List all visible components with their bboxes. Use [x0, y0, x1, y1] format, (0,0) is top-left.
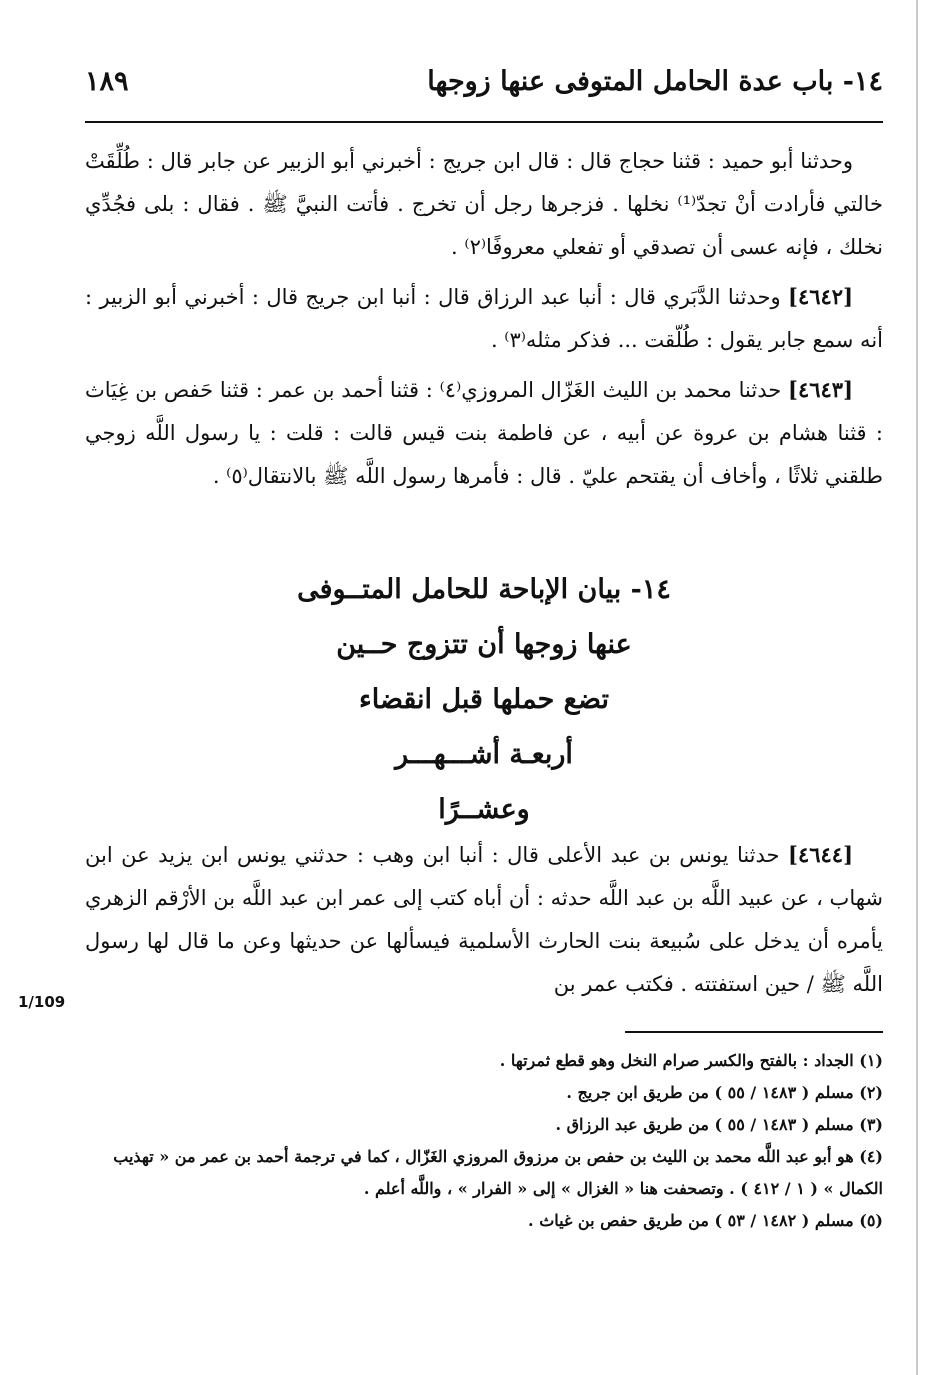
footnote-3: (٣) مسلم ( ١٤٨٣ / ٥٥ ) من طريق عبد الرزاق . — [555, 1115, 883, 1134]
header-rule — [85, 121, 883, 123]
chapter-heading — [85, 562, 883, 837]
hadith-4644-number: [٤٦٤٤] — [788, 842, 853, 867]
hadith-4644-text: حدثنا يونس بن عبد الأعلى قال : أنبا ابن وهب : حدثني يونس ابن يزيد عن ابن شهاب ، عن عبيد اللَّه بن عبد اللَّه حدثه : أن أباه كتب إلى عمر ابن عبد اللَّه بن الأرْقم الزهري يأمره أن يدخل على سُبيعة بنت الحارث الأسلمية فيسألها عن حديثها وعن ما قال لها رسول اللَّه ﷺ / حين استفتته . فكتب عمر بن — [85, 843, 883, 996]
main-text-top — [85, 140, 883, 504]
footnote-1: (١) الجداد : بالفتح والكسر صرام النخل وهو قطع ثمرتها . — [499, 1051, 883, 1070]
hadith-4641-text: وحدثنا أبو حميد : قثنا حجاج قال : قال ابن جريج : أخبرني أبو الزبير عن جابر قال : طُلِّقَتْ خالتي فأرادت أنْ تجدّ⁽¹⁾ نخلها . فزجرها رجل أن تخرج . فأتت النبيَّ ﷺ . فقال : بلى فجُدِّي نخلك ، فإنه عسى أن تصدقي أو تفعلي معروفًا⁽٢⁾ . — [85, 149, 883, 259]
hadith-4643 — [85, 368, 883, 498]
footnote-rule — [625, 1031, 883, 1033]
hadith-4641 — [85, 140, 883, 269]
hadith-4642-number: [٤٦٤٢] — [788, 284, 853, 309]
hadith-4643-text: حدثنا محمد بن الليث الغَزّال المروزي⁽٤⁾ : قثنا أحمد بن عمر : قثنا حَفص بن غِيَاث : قثنا هشام بن عروة عن أبيه ، عن فاطمة بنت قيس قالت : قلت : يا رسول اللَّه زوجي طلقني ثلاثًا ، وأخاف أن يقتحم عليّ . قال : فأمرها رسول اللَّه ﷺ بالانتقال⁽٥⁾ . — [85, 378, 883, 488]
page-header — [85, 62, 883, 112]
page-number: ١٨٩ — [85, 66, 129, 97]
hadith-4644 — [85, 833, 883, 1006]
hadith-4643-number: [٤٦٤٣] — [788, 377, 853, 402]
chapter-heading-line-1: ١٤- بيان الإباحة للحامل المتــوفى — [297, 574, 671, 605]
chapter-heading-line-2: عنها زوجها أن تتزوج حــين — [336, 629, 632, 660]
footnote-2: (٢) مسلم ( ١٤٨٣ / ٥٥ ) من طريق ابن جريج . — [566, 1083, 883, 1102]
margin-manuscript-ref: 1/109 — [18, 993, 66, 1011]
footnote-4: (٤) هو أبو عبد اللَّه محمد بن الليث بن حفص بن مرزوق المروزي الغَزّال ، كما في ترجمة أحمد بن عمر من « تهذيب الكمال » ( ١ / ٤١٢ ) . وتصحفت هنا « الغزال » إلى « الفرار » ، واللَّه أعلم . — [113, 1147, 883, 1198]
hadith-4642 — [85, 275, 883, 362]
footnotes — [85, 1045, 883, 1237]
chapter-heading-line-5: وعشــرًا — [438, 794, 530, 825]
hadith-4642-text: وحدثنا الدَّبَري قال : أنبا عبد الرزاق قال : أنبا ابن جريج قال : أخبرني أبو الزبير : أنه سمع جابر يقول : طُلّقت ... فذكر مثله⁽٣⁾ . — [85, 285, 883, 352]
footnote-5: (٥) مسلم ( ١٤٨٢ / ٥٣ ) من طريق حفص بن غياث . — [528, 1211, 883, 1230]
main-text-bottom — [85, 833, 883, 1012]
page-edge-rule — [916, 0, 918, 1375]
chapter-heading-line-4: أربعـة أشـــهـــر — [395, 739, 573, 770]
chapter-heading-line-3: تضع حملها قبل انقضاء — [359, 684, 609, 715]
running-title: ١٤- باب عدة الحامل المتوفى عنها زوجها — [427, 66, 883, 97]
